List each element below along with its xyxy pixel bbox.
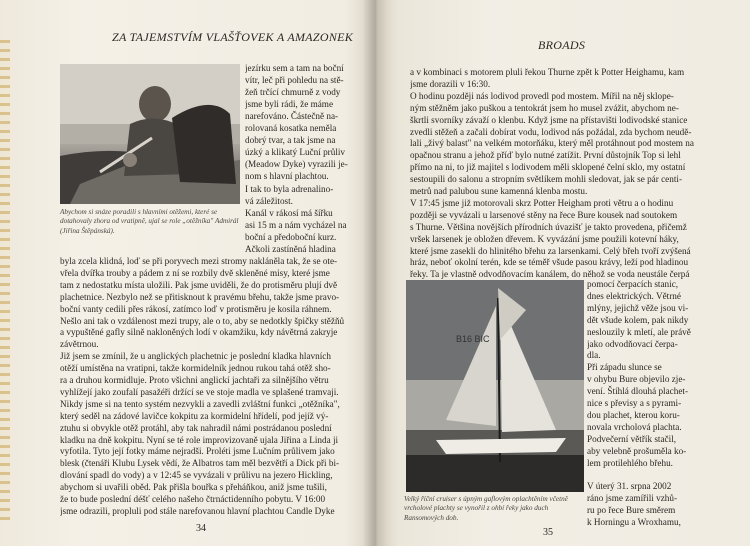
text-line: jsme odrazili, propluli pod stále narefovanou hlavní plachtou Candle Dyke bbox=[60, 505, 335, 516]
text-line: vyhlížejí jako zoufalí pasažéři držící se ve stoje madla ve splašené tramvaji. bbox=[60, 386, 339, 397]
text-line: rolovaná kosatka neměla bbox=[245, 123, 337, 134]
text-line: vítr, leč při pohledu na stě- bbox=[245, 75, 344, 86]
text-line: plachetnice. Nezbylo než se přitisknout k pravému břehu, takže jsme pravo- bbox=[60, 291, 340, 302]
text-line: vá záležitost. bbox=[245, 195, 293, 206]
text-line: boční a předoboční kurz. bbox=[245, 231, 337, 242]
text-line: v ohybu Bure objevilo zje- bbox=[587, 374, 686, 385]
text-line: Již jsem se zmínil, že u anglických plachetnic je poslední kladka hlavních bbox=[60, 351, 331, 362]
text-line: dlování spadl do vody) a v 12:45 se vyvázali v průlivu na jezero Hickling, bbox=[60, 470, 333, 481]
text-line: jsme byli rádi, že máme bbox=[245, 99, 334, 110]
text-line: které jsme zasekli do hlinitého břehu za larsenkami. Celý břeh tvoří zvýšená bbox=[410, 245, 691, 256]
text-line: žeň trčící chmurně z vody bbox=[245, 87, 341, 98]
text-line: Kanál v rákosí má šířku bbox=[245, 207, 333, 218]
text-line: pomocí čerpacích stanic, bbox=[587, 279, 679, 289]
text-line: lali „živý balast" na velkém motorňáku, který měl protáhnout pod mostem na bbox=[410, 138, 694, 149]
text-line: dobrý tvar, a tak jsme na bbox=[245, 135, 336, 146]
text-line: kladku na dně kokpitu. Nyní se té role improvizovaně ujala Jiřina a Linda ji bbox=[60, 434, 339, 445]
text-line: že to bude poslední déšť celého našeho čtrnáctidenního pobytu. V 16:00 bbox=[60, 494, 326, 504]
text-line: narefováno. Částečně na- bbox=[245, 111, 339, 122]
page-number-right: 35 bbox=[543, 527, 553, 538]
text-line: Podvečerní větřík stačil, bbox=[587, 433, 677, 444]
text-line: vení. Štíhlá dlouhá plachet- bbox=[587, 386, 689, 397]
running-head-right: BROADS bbox=[538, 38, 586, 52]
text-line: Nikdy jsme si na tento systém nezvykli a zavedli zvláštní funkci „otěžníka", bbox=[60, 398, 340, 409]
text-line: k Horningu a Wroxhamu, bbox=[587, 517, 681, 527]
photo-caption-left: Abychom si snáze poradili s hlavními otěžemi, které se dotahovaly zhora od vratipně, ujal se role „otěžníka" Admirál (Jiřina Štěpánská). bbox=[60, 208, 239, 235]
text-line: dět všude kolem, pak nikdy bbox=[587, 314, 689, 325]
text-line: byla zcela klidná, loď se při poryvech mezi stromy nakláněla tak, že se ote- bbox=[60, 256, 338, 266]
text-line: sestoupili do salonu a stropním světlíkem mohli sledovat, jak se pár centi- bbox=[410, 174, 683, 185]
text-line: dou plachet, kterou koru- bbox=[587, 409, 680, 420]
sail-marks: B16 BIC bbox=[456, 334, 490, 344]
text-line: O hodinu později nás lodivod provedl pod mostem. Mířil na něj sklope- bbox=[410, 90, 674, 101]
text-line: lem protilehlého břehu. bbox=[587, 457, 673, 468]
text-line: a vypuštěné gafly silně nakloněných lodí v okamžiku, kdy návětrná zakryje bbox=[60, 327, 338, 338]
text-line: jako odvodňovací čerpa- bbox=[587, 338, 678, 349]
text-line: Ačkoli zastíněná hladina bbox=[245, 243, 336, 254]
text-line: ným stěžněm jako puškou a tentokrát jsem ho musel zvážit, abychom ne- bbox=[410, 102, 679, 113]
text-line: ra a druhou kormidluje. Proto všichni anglickí jachtaři za silnějšího větru bbox=[60, 375, 329, 385]
text-line: aby velebně prošuměla ko- bbox=[587, 445, 687, 456]
text-line: jezírku sem a tam na boční bbox=[245, 63, 344, 73]
text-line: škrtli svorníky závaží o klenbu. Když jsme na přístavišti lodivodské stanice bbox=[410, 114, 688, 125]
photo-river-cruiser bbox=[406, 280, 584, 492]
text-line: opačnou stranu a jehož příď bylo nutné zatížit. První důstojník Top si lehl bbox=[410, 150, 681, 161]
photo-sailing-crew bbox=[60, 64, 240, 204]
text-line: metrů nad palubou sune kamenná klenba mostu. bbox=[410, 186, 588, 196]
text-line: nice s převisy a s pyrami- bbox=[587, 398, 682, 408]
text-line: (Meadow Dyke) vyrazili je- bbox=[245, 159, 348, 170]
page-edge-tabs bbox=[0, 40, 10, 520]
running-head-left: ZA TAJEMSTVÍM VLAŠŤOVEK A AMAZONEK bbox=[112, 30, 354, 44]
text-line: a v kombinaci s motorem pluli řekou Thurne zpět k Potter Heighamu, kam bbox=[410, 67, 685, 77]
text-line: dnes elektrických. Větrné bbox=[587, 290, 681, 301]
text-line: úzký a klikatý Luční průliv bbox=[245, 147, 346, 158]
text-line: blesk (čtenáři Klubu Lysek vědí, že Albatros tam měl bezvětří a Dick při bi- bbox=[60, 458, 340, 469]
text-line: asi 15 m a nám vycházel na bbox=[245, 219, 347, 230]
text-line: zvedli stěžeň a začali dobírat vodu, lodivod nás požádal, zda bychom neudě- bbox=[410, 126, 692, 137]
page-number-left: 34 bbox=[196, 523, 206, 534]
text-line: ru po řece Bure směrem bbox=[587, 505, 676, 516]
text-line: mlýny, jejichž věže jsou vi- bbox=[587, 302, 689, 313]
text-line: V 17:45 jsme již motorovali skrz Potter Heigham proti větru a o hodinu bbox=[410, 197, 674, 208]
book-gutter bbox=[362, 0, 388, 546]
text-line: I tak to byla adrenalino- bbox=[245, 183, 334, 194]
text-line: Při západu slunce se bbox=[587, 362, 662, 373]
text-line: Nešlo ani tak o vzdálenost mezi trupy, ale o to, aby se nedotkly špičky stěžňů bbox=[60, 315, 345, 326]
text-line: nom s hlavní plachtou. bbox=[245, 171, 329, 182]
text-line: který seděl na zádové lavičce kokpitu za kormidelní hřídelí, pod jejíž vý- bbox=[60, 410, 329, 421]
text-line: řeky. Ta je vlastně odvodňovacím kanálem, do něhož se voda neustále čerpá bbox=[410, 269, 690, 280]
text-line: vršek larsenek je obložen dřevem. K vyvázání jsme použili kotevní háky, bbox=[410, 233, 679, 244]
text-line: jsme dorazili v 16:30. bbox=[410, 78, 491, 89]
text-line: tam z nedostatku místa uložili. Pak jsme uviděli, že do protisměru plují dvě bbox=[60, 279, 338, 290]
text-line: ráno jsme zamířili vzhů- bbox=[587, 493, 678, 504]
text-line: vyfotila. Tyto její fotky máme nejradši. Proléti jsme Lučním průlivem jako bbox=[60, 446, 335, 457]
text-line: boční vanty cedili přes rákosí, zatímco loď v protisměru je kosila ráhnem. bbox=[60, 303, 332, 314]
text-line: hráz, neboť okolní terén, kde se téměř všude pasou krávy, leží pod hladinou bbox=[410, 257, 689, 268]
text-line: později se vyvázali u larsenové stěny na řece Bure kousek nad soutokem bbox=[410, 209, 678, 220]
text-line: neslouzily k mletí, ale právě bbox=[587, 326, 691, 337]
text-line: novala vrcholová plachta. bbox=[587, 421, 682, 432]
text-line: s Thurne. Většina novějších přírodních úvazišť je takto provedena, přičemž bbox=[410, 221, 687, 232]
text-line: dla. bbox=[587, 350, 601, 361]
text-line: vřela dvířka trouby a pádem z ní se rozbily dvě skleněné misy, které jsme bbox=[60, 267, 330, 278]
photo-caption-right: Velký říční cruiser s úpným gaflovým oplachtěním včetně vrcholové plachty se vynořil z ohbí řeky jako duch Ransomových dob. bbox=[404, 495, 568, 522]
text-line: přímo na ni, to již majitel s lodivodem měli sklopené čelní sklo, my ostatní bbox=[410, 162, 686, 173]
text-line: abychom si uvařili oběd. Pak přišla bouřka s přeháňkou, aniž jsme tušili, bbox=[60, 482, 327, 493]
text-line: závětrnou. bbox=[60, 339, 99, 350]
text-line: V úterý 31. srpna 2002 bbox=[587, 481, 672, 492]
text-line: otěží umístěna na vratipni, takže kormidelník jednou rukou tahá otěž sho- bbox=[60, 363, 331, 374]
right-page bbox=[375, 0, 750, 546]
text-line: ztuhu si obvykle otěž protáhl, aby tak nahradil námi postrádanou poslední bbox=[60, 422, 332, 433]
